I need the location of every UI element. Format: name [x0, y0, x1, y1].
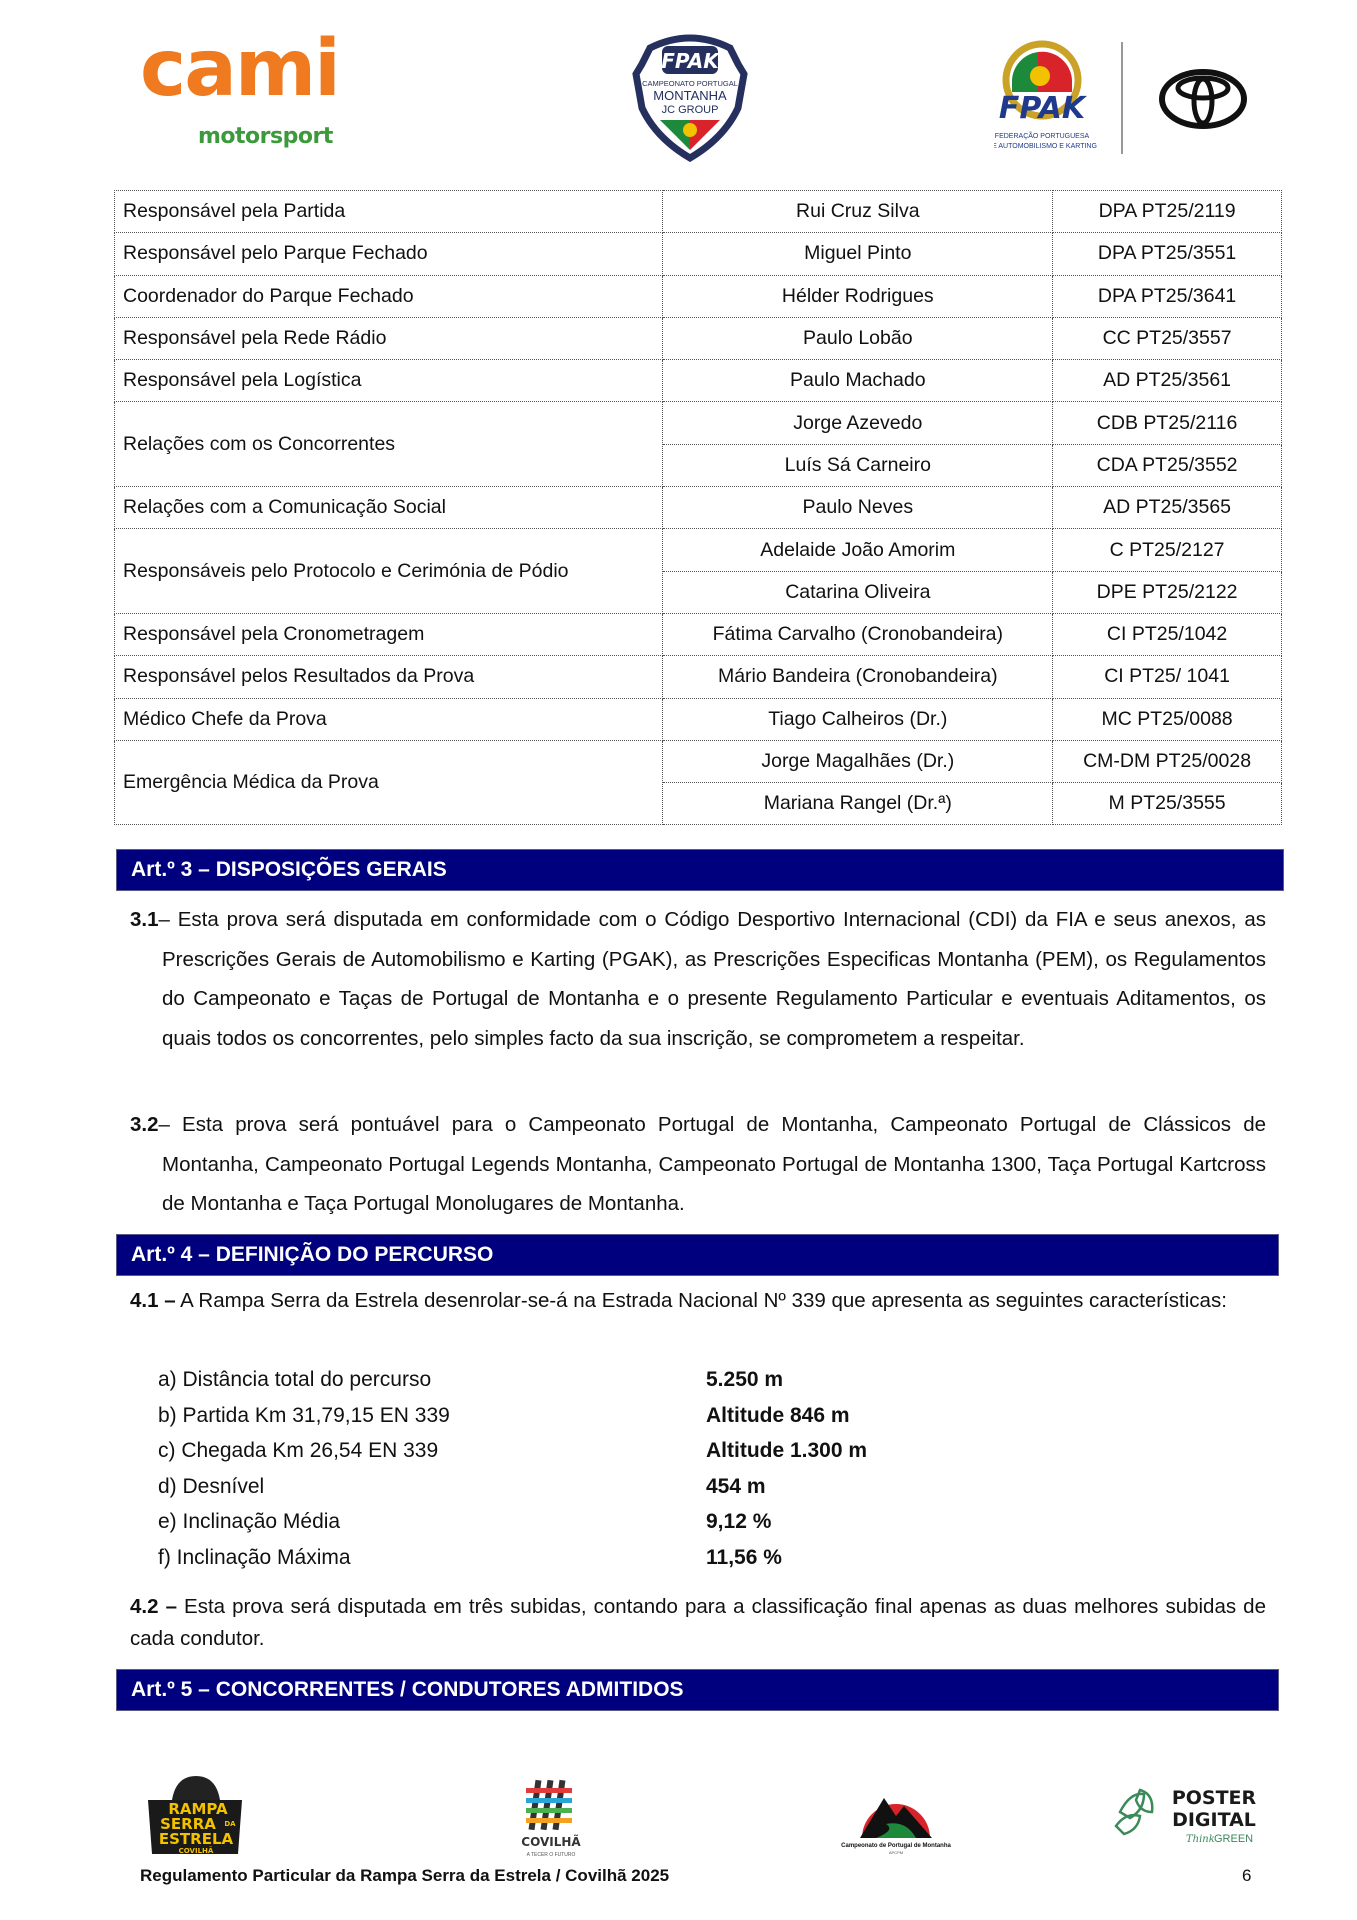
- license-cell: DPA PT25/3641: [1053, 275, 1282, 317]
- license-cell: AD PT25/3561: [1053, 360, 1282, 402]
- role-cell: Emergência Médica da Prova: [115, 740, 663, 825]
- license-cell: CDA PT25/3552: [1053, 444, 1282, 486]
- license-cell: CM-DM PT25/0028: [1053, 740, 1282, 782]
- section-header-art3: Art.º 3 – DISPOSIÇÕES GERAIS: [116, 849, 1284, 891]
- fpak-cp-line1: CAMPEONATO PORTUGAL: [642, 79, 738, 88]
- table-row: [115, 317, 1282, 359]
- paragraph-3-1: [130, 900, 1266, 1058]
- name-cell: Jorge Magalhães (Dr.): [663, 740, 1053, 782]
- spec-row: [158, 1469, 878, 1505]
- role-cell: Responsável pela Rede Rádio: [115, 317, 663, 359]
- poster-logo-green: GREEN: [1214, 1833, 1254, 1845]
- section-header-art5: Art.º 5 – CONCORRENTES / CONDUTORES ADMITIDOS: [116, 1669, 1279, 1711]
- cami-motorsport-logo: [140, 24, 355, 158]
- campeonato-portugal-montanha-logo: [826, 1780, 966, 1856]
- poster-logo-think: Think: [1186, 1834, 1215, 1845]
- rampa-logo-l4: COVILHÃ: [178, 1847, 214, 1855]
- rampa-logo-l2: SERRA: [160, 1815, 216, 1833]
- fpak-federation-word: FPAK: [998, 91, 1086, 126]
- name-cell: Fátima Carvalho (Cronobandeira): [663, 613, 1053, 655]
- paragraph-3-2: [130, 1105, 1266, 1224]
- license-cell: DPA PT25/3551: [1053, 233, 1282, 275]
- role-cell: Coordenador do Parque Fechado: [115, 275, 663, 317]
- name-cell: Paulo Lobão: [663, 317, 1053, 359]
- role-cell: Responsável pela Cronometragem: [115, 613, 663, 655]
- course-specifications-list: [158, 1362, 878, 1576]
- role-cell: Responsáveis pelo Protocolo e Cerimónia de Pódio: [115, 529, 663, 614]
- license-cell: MC PT25/0088: [1053, 698, 1282, 740]
- spec-row: [158, 1540, 878, 1576]
- spec-row: [158, 1398, 878, 1434]
- paragraph-number: 3.1: [130, 908, 159, 931]
- poster-logo-l2: DIGITAL: [1172, 1809, 1256, 1831]
- name-cell: Miguel Pinto: [663, 233, 1053, 275]
- name-cell: Paulo Neves: [663, 487, 1053, 529]
- paragraph-4-1: [130, 1285, 1266, 1317]
- name-cell: Mário Bandeira (Cronobandeira): [663, 656, 1053, 698]
- cami-logo-word: cami: [140, 24, 339, 114]
- name-cell: Hélder Rodrigues: [663, 275, 1053, 317]
- fpak-federation-line2: DE AUTOMOBILISMO E KARTING: [994, 143, 1097, 150]
- name-cell: Paulo Machado: [663, 360, 1053, 402]
- license-cell: CDB PT25/2116: [1053, 402, 1282, 444]
- license-cell: CI PT25/ 1041: [1053, 656, 1282, 698]
- footer-document-title: Regulamento Particular da Rampa Serra da Estrela / Covilhã 2025: [140, 1866, 670, 1885]
- spec-value: Altitude 846 m: [706, 1403, 850, 1427]
- name-cell: Rui Cruz Silva: [663, 191, 1053, 233]
- covilha-municipality-logo: [516, 1776, 586, 1860]
- rampa-logo-l1: RAMPA: [168, 1800, 228, 1818]
- covilha-logo-name: COVILHÃ: [521, 1835, 581, 1849]
- paragraph-text: A Rampa Serra da Estrela desenrolar-se-á na Estrada Nacional Nº 339 que apresenta as seguintes características:: [175, 1289, 1227, 1312]
- spec-value: 9,12 %: [706, 1510, 772, 1534]
- name-cell: Jorge Azevedo: [663, 402, 1053, 444]
- table-row: [115, 740, 1282, 782]
- fpak-federation-line1: FEDERAÇÃO PORTUGUESA: [994, 133, 1090, 140]
- table-row: [115, 233, 1282, 275]
- paragraph-text: – Esta prova será disputada em conformidade com o Código Desportivo Internacional (CDI) da FIA e seus anexos, as Prescrições Gerais de Automobilismo e Karting (PGAK), as Prescrições Especificas Montanha (PEM), os Regulamentos do Campeonato e Taças de Portugal de Montanha e o presente Regulamento Particular e eventuais Aditamentos, os quais todos os concorrentes, pelo simples facto da sua inscrição, se comprometem a respeitar.: [158, 908, 1266, 1050]
- paragraph-number: 4.1 –: [130, 1289, 176, 1312]
- rampa-logo-l2b: DA: [224, 1820, 236, 1828]
- spec-value: 11,56 %: [706, 1545, 782, 1569]
- license-cell: AD PT25/3565: [1053, 487, 1282, 529]
- covilha-logo-tagline: A TECER O FUTURO: [526, 1852, 576, 1858]
- rampa-serra-da-estrela-logo: [142, 1774, 248, 1858]
- paragraph-text: Esta prova será disputada em três subidas, contando para a classificação final apenas as duas melhores subidas de cada condutor.: [130, 1595, 1266, 1650]
- paragraph-number: 4.2 –: [130, 1595, 177, 1618]
- role-cell: Responsável pelo Parque Fechado: [115, 233, 663, 275]
- header-logo-divider: [1121, 42, 1123, 154]
- officials-table: [114, 190, 1282, 825]
- table-row: [115, 402, 1282, 444]
- table-row: [115, 529, 1282, 571]
- role-cell: Médico Chefe da Prova: [115, 698, 663, 740]
- role-cell: Relações com os Concorrentes: [115, 402, 663, 487]
- role-cell: Relações com a Comunicação Social: [115, 487, 663, 529]
- table-row: [115, 275, 1282, 317]
- fpak-cp-line2: MONTANHA: [653, 88, 727, 103]
- fpak-federation-logo: [994, 40, 1106, 158]
- spec-value: 5.250 m: [706, 1368, 784, 1391]
- table-row: [115, 487, 1282, 529]
- paragraph-4-2: [130, 1591, 1266, 1655]
- cpm-logo-sub: APCPM: [888, 1850, 904, 1855]
- spec-label: c) Chegada Km 26,54 EN 339: [158, 1439, 439, 1463]
- name-cell: Adelaide João Amorim: [663, 529, 1053, 571]
- spec-value: Altitude 1.300 m: [706, 1439, 868, 1463]
- paragraph-text: – Esta prova será pontuável para o Campeonato Portugal de Montanha, Campeonato Portugal de Clássicos de Montanha, Campeonato Portugal Legends Montanha, Campeonato Portugal de Montanha 1300, Taça Portugal Kartcross de Montanha e Taça Portugal Monolugares de Montanha.: [158, 1113, 1266, 1215]
- spec-label: a) Distância total do percurso: [158, 1368, 432, 1391]
- paragraph-number: 3.2: [130, 1113, 159, 1136]
- license-cell: CC PT25/3557: [1053, 317, 1282, 359]
- spec-row: [158, 1504, 878, 1540]
- license-cell: DPE PT25/2122: [1053, 571, 1282, 613]
- cpm-logo-caption: Campeonato de Portugal de Montanha: [841, 1843, 951, 1849]
- license-cell: DPA PT25/2119: [1053, 191, 1282, 233]
- section-header-art4: Art.º 4 – DEFINIÇÃO DO PERCURSO: [116, 1234, 1279, 1276]
- table-row: [115, 613, 1282, 655]
- table-row: [115, 191, 1282, 233]
- spec-label: b) Partida Km 31,79,15 EN 339: [158, 1403, 450, 1427]
- fpak-montanha-championship-logo: [620, 34, 760, 162]
- fpak-cp-line3: JC GROUP: [661, 104, 719, 116]
- table-row: [115, 698, 1282, 740]
- fpak-cp-top: FPAK: [661, 49, 719, 73]
- name-cell: Catarina Oliveira: [663, 571, 1053, 613]
- spec-value: 454 m: [706, 1474, 766, 1498]
- license-cell: M PT25/3555: [1053, 783, 1282, 825]
- table-row: [115, 656, 1282, 698]
- toyota-logo-icon: [1158, 68, 1248, 130]
- name-cell: Tiago Calheiros (Dr.): [663, 698, 1053, 740]
- poster-digital-logo: [1110, 1782, 1260, 1848]
- rampa-logo-l3: ESTRELA: [158, 1830, 234, 1848]
- spec-label: d) Desnível: [158, 1474, 265, 1498]
- license-cell: CI PT25/1042: [1053, 613, 1282, 655]
- spec-label: f) Inclinação Máxima: [158, 1545, 351, 1569]
- poster-logo-l1: POSTER: [1171, 1787, 1257, 1809]
- table-row: [115, 360, 1282, 402]
- role-cell: Responsável pela Logística: [115, 360, 663, 402]
- spec-row: [158, 1433, 878, 1469]
- cami-logo-sub: motorsport: [198, 124, 333, 149]
- spec-row: [158, 1362, 878, 1398]
- name-cell: Luís Sá Carneiro: [663, 444, 1053, 486]
- role-cell: Responsável pela Partida: [115, 191, 663, 233]
- page-number: 6: [1242, 1866, 1252, 1885]
- name-cell: Mariana Rangel (Dr.ª): [663, 783, 1053, 825]
- role-cell: Responsável pelos Resultados da Prova: [115, 656, 663, 698]
- license-cell: C PT25/2127: [1053, 529, 1282, 571]
- spec-label: e) Inclinação Média: [158, 1510, 341, 1534]
